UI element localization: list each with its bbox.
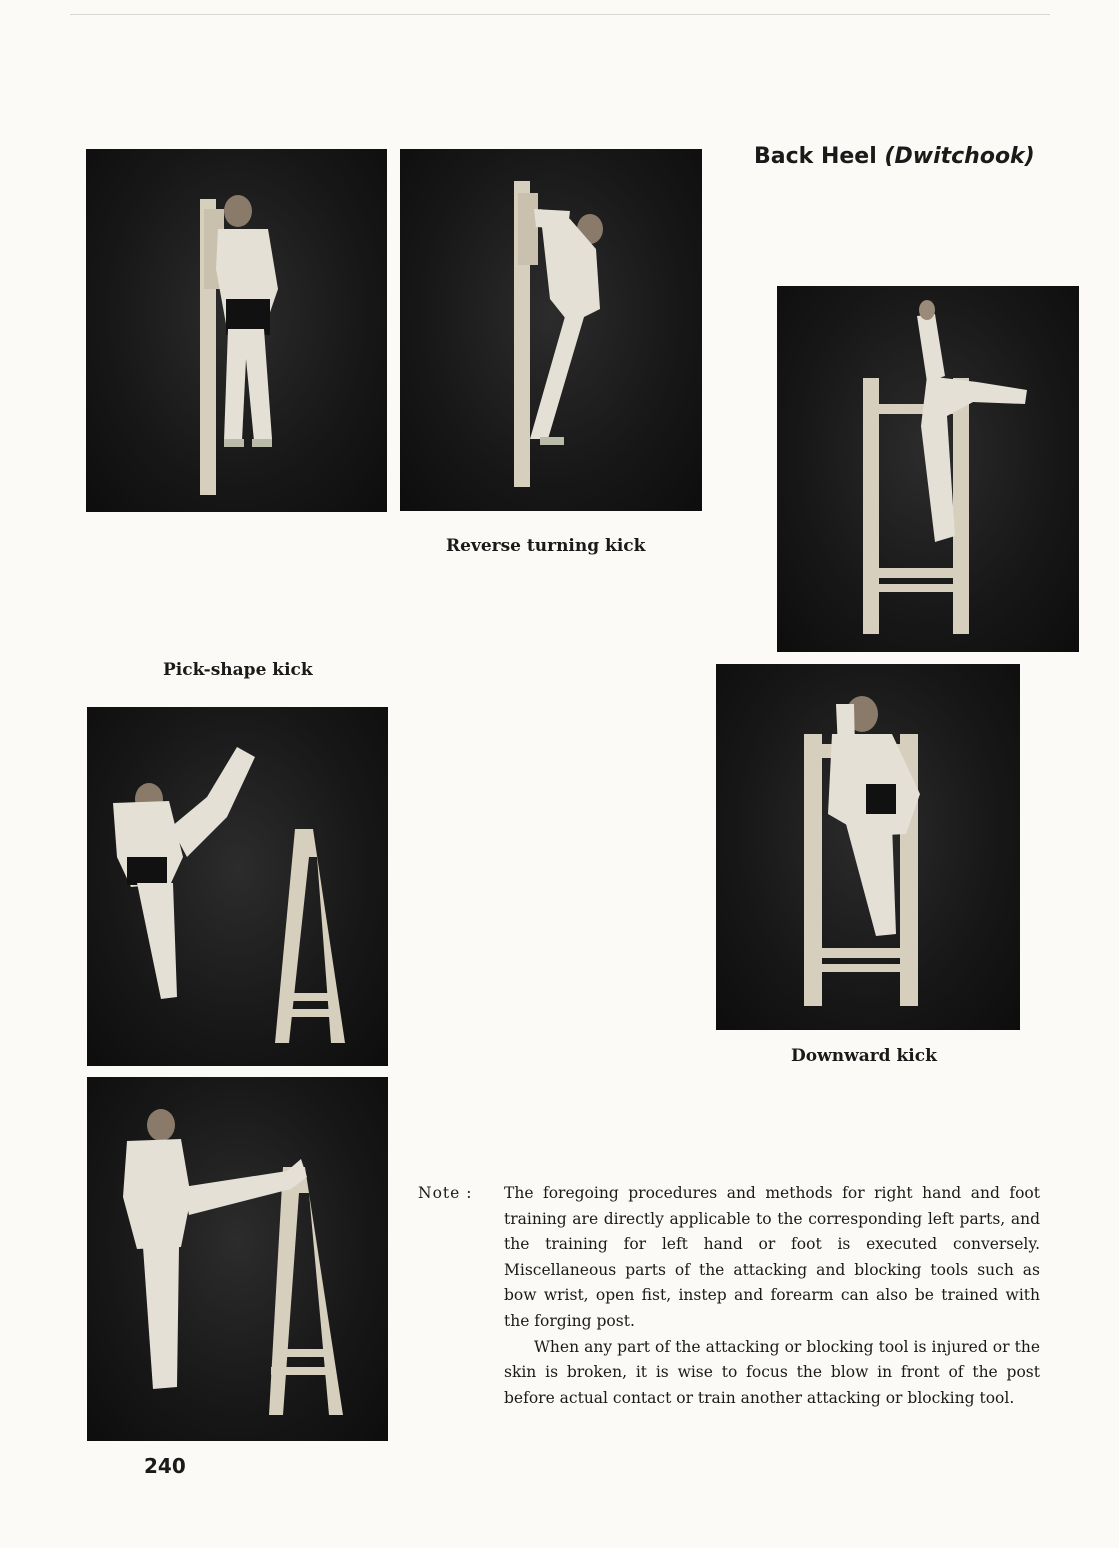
page-number: 240: [144, 1454, 186, 1478]
note-body: [504, 1181, 1040, 1411]
photo-content: [86, 149, 387, 512]
photo-pick-shape-kick-2: [87, 1077, 388, 1441]
note-paragraph-2: When any part of the attacking or blocking tool is injured or the skin is broken, it is wise to focus the blow in front of the post before actual contact or train another attacking or blocking tool.: [504, 1337, 1040, 1407]
photo-back-heel: [777, 286, 1079, 652]
note-block: [418, 1181, 1040, 1411]
caption-pick-shape-kick: Pick-shape kick: [163, 660, 313, 680]
section-heading: [754, 144, 1035, 169]
heading-title: Back Heel: [754, 144, 877, 169]
note-paragraph-1: The foregoing procedures and methods for right hand and foot training are directly applicable to the corresponding left parts, and the training for left hand or foot is executed conversely. Miscellaneous parts of the attacking and blocking tools such as bow wrist, open fist, instep and forearm can also be trained with the forging post.: [504, 1184, 1040, 1330]
photo-content: [87, 707, 388, 1066]
photo-content: [777, 286, 1079, 652]
caption-reverse-turning-kick: Reverse turning kick: [446, 536, 646, 556]
photo-reverse-turning-kick-2: [400, 149, 702, 511]
photo-content: [87, 1077, 388, 1441]
photo-content: [716, 664, 1020, 1030]
photo-reverse-turning-kick-1: [86, 149, 387, 512]
scan-edge-line: [70, 14, 1050, 15]
caption-downward-kick: Downward kick: [791, 1046, 937, 1066]
photo-content: [400, 149, 702, 511]
heading-subtitle: (Dwitchook): [884, 144, 1035, 169]
photo-pick-shape-kick-1: [87, 707, 388, 1066]
note-label: Note :: [418, 1184, 473, 1202]
photo-downward-kick: [716, 664, 1020, 1030]
